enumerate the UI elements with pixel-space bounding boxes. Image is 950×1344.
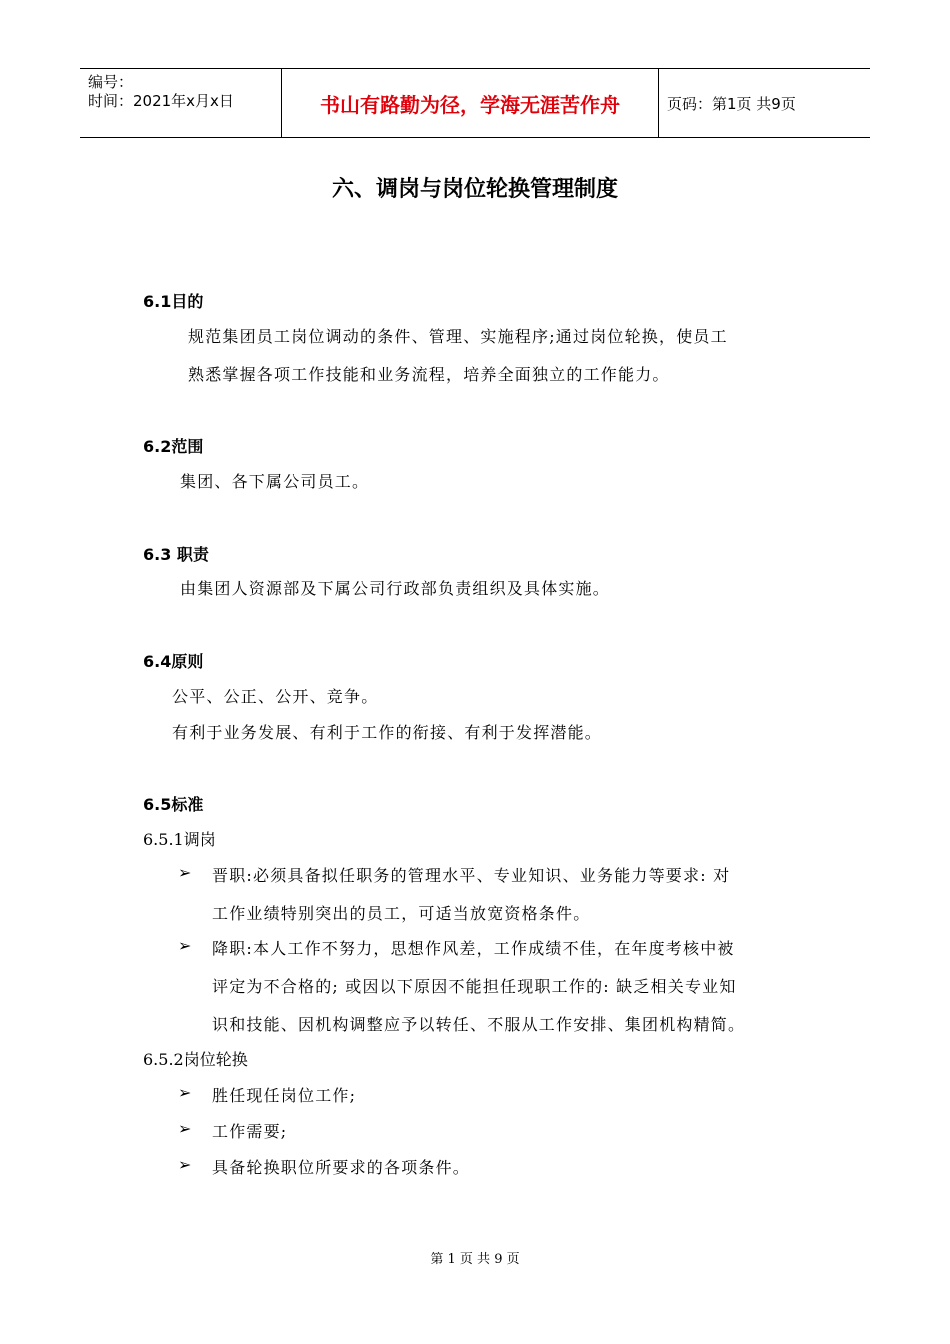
- section-6-3-text: 由集团人资源部及下属公司行政部负责组织及具体实施。: [180, 579, 611, 598]
- page-header: [80, 68, 870, 138]
- section-6-3-heading: 6.3 职责: [143, 545, 209, 564]
- section-6-2-text: 集团、各下属公司员工。: [180, 472, 370, 491]
- bullet-arrow-icon: ➢: [178, 1119, 192, 1138]
- section-6-5-heading: 6.5标准: [143, 795, 204, 814]
- section-6-1-text-line1: 规范集团员工岗位调动的条件、管理、实施程序;通过岗位轮换，使员工: [188, 327, 728, 346]
- demotion-text-line2: 评定为不合格的; 或因以下原因不能担任现职工作的: 缺乏相关专业知: [212, 977, 737, 996]
- bullet-arrow-icon: ➢: [178, 863, 192, 882]
- header-motto: 书山有路勤为径，学海无涯苦作舟: [282, 69, 659, 137]
- bullet-arrow-icon: ➢: [178, 936, 192, 955]
- section-6-5-2-heading: 6.5.2岗位轮换: [143, 1050, 248, 1069]
- section-6-1-heading: 6.1目的: [143, 292, 204, 311]
- section-6-4-text-line1: 公平、公正、公开、竞争。: [172, 687, 379, 706]
- document-title: 六、调岗与岗位轮换管理制度: [331, 177, 618, 202]
- section-6-2-heading: 6.2范围: [143, 437, 204, 456]
- header-time: 时间：2021年x月x日: [88, 92, 234, 110]
- rotation-condition-3: 具备轮换职位所要求的各项条件。: [212, 1158, 471, 1177]
- section-6-5-1-heading: 6.5.1调岗: [143, 830, 216, 849]
- demotion-text-line1: 降职:本人工作不努力，思想作风差，工作成绩不佳，在年度考核中被: [212, 939, 735, 958]
- header-meta: [80, 69, 282, 137]
- section-6-4-heading: 6.4原则: [143, 652, 204, 671]
- promotion-text-line1: 晋职:必须具备拟任职务的管理水平、专业知识、业务能力等要求: 对: [212, 866, 731, 885]
- demotion-text-line3: 识和技能、因机构调整应予以转任、不服从工作安排、集团机构精简。: [212, 1015, 746, 1034]
- header-page-info: 页码：第1页 共9页: [667, 94, 796, 113]
- section-6-4-text-line2: 有利于业务发展、有利于工作的衔接、有利于发挥潜能。: [172, 723, 603, 742]
- bullet-arrow-icon: ➢: [178, 1083, 192, 1102]
- page-footer: 第 1 页 共 9 页: [430, 1252, 520, 1267]
- header-number: 编号：: [88, 73, 134, 91]
- rotation-condition-2: 工作需要;: [212, 1122, 288, 1141]
- section-6-1-text-line2: 熟悉掌握各项工作技能和业务流程，培养全面独立的工作能力。: [188, 365, 670, 384]
- promotion-text-line2: 工作业绩特别突出的员工，可适当放宽资格条件。: [212, 904, 591, 923]
- bullet-arrow-icon: ➢: [178, 1155, 192, 1174]
- rotation-condition-1: 胜任现任岗位工作;: [212, 1086, 357, 1105]
